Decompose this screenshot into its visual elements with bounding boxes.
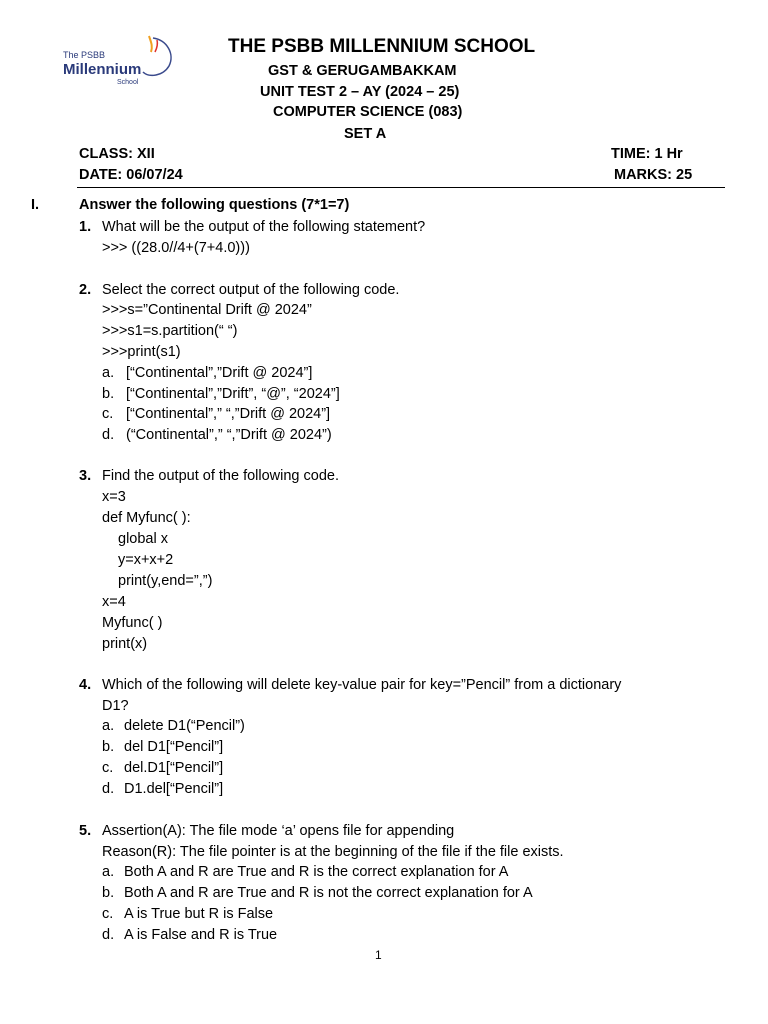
option-text: delete D1(“Pencil”) xyxy=(124,718,245,734)
option-text: [“Continental”,”Drift @ 2024”] xyxy=(126,365,313,381)
code-line: global x xyxy=(118,531,168,547)
option-letter: d. xyxy=(102,781,115,797)
logo-text-2: Millennium xyxy=(63,61,142,78)
question-text-cont: D1? xyxy=(102,698,129,714)
set-label: SET A xyxy=(344,126,387,142)
code-line: >>>s=”Continental Drift @ 2024” xyxy=(102,302,312,318)
date-label: DATE: 06/07/24 xyxy=(79,167,183,183)
question-text: Which of the following will delete key-value pair for key=”Pencil” from a dictionary xyxy=(102,677,622,693)
question-number: 5. xyxy=(79,823,92,839)
option-text: [“Continental”,” “,”Drift @ 2024”] xyxy=(126,406,331,422)
option-letter: c. xyxy=(102,760,114,776)
option-a xyxy=(102,716,245,737)
option-text: A is False and R is True xyxy=(124,927,278,943)
code-line: x=4 xyxy=(102,594,126,610)
option-c xyxy=(102,904,273,925)
code-line: >>>print(s1) xyxy=(102,344,181,360)
code-line: print(x) xyxy=(102,636,148,652)
option-text: (“Continental”,” “,”Drift @ 2024”) xyxy=(126,427,332,443)
code-line: x=3 xyxy=(102,489,126,505)
school-logo xyxy=(57,32,179,90)
option-letter: b. xyxy=(102,739,115,755)
option-d xyxy=(102,779,223,800)
option-c xyxy=(102,758,223,779)
option-letter: d. xyxy=(102,427,115,443)
option-letter: c. xyxy=(102,906,114,922)
question-text: What will be the output of the following statement? xyxy=(102,219,426,235)
option-letter: a. xyxy=(102,365,115,381)
option-c xyxy=(102,404,330,425)
option-letter: c. xyxy=(102,406,114,422)
option-text: [“Continental”,”Drift”, “@”, “2024”] xyxy=(126,386,340,402)
code-line: def Myfunc( ): xyxy=(102,510,191,526)
question-text: Find the output of the following code. xyxy=(102,468,339,484)
school-name: THE PSBB MILLENNIUM SCHOOL xyxy=(228,36,536,57)
logo-text-1: The PSBB xyxy=(63,50,106,60)
option-letter: b. xyxy=(102,885,115,901)
option-text: Both A and R are True and R is not the correct explanation for A xyxy=(124,885,533,901)
logo-emblem-icon xyxy=(57,32,179,90)
option-b xyxy=(102,883,533,904)
option-text: D1.del[“Pencil”] xyxy=(124,781,224,797)
header-divider xyxy=(77,187,725,188)
question-number: 2. xyxy=(79,282,92,298)
option-text: Both A and R are True and R is the correct explanation for A xyxy=(124,864,509,880)
option-d xyxy=(102,925,277,946)
option-letter: a. xyxy=(102,864,115,880)
option-a xyxy=(102,862,508,883)
page-number: 1 xyxy=(375,948,382,962)
campus: GST & GERUGAMBAKKAM xyxy=(268,63,457,79)
logo-text-3: School xyxy=(117,79,139,86)
option-letter: b. xyxy=(102,386,115,402)
option-b xyxy=(102,737,223,758)
option-text: del D1[“Pencil”] xyxy=(124,739,224,755)
question-text: Assertion(A): The file mode ‘a’ opens file for appending xyxy=(102,823,455,839)
section-instruction: Answer the following questions (7*1=7) xyxy=(79,197,350,213)
code-line: >>>s1=s.partition(“ “) xyxy=(102,323,238,339)
code-line: y=x+x+2 xyxy=(118,552,174,568)
question-number: 1. xyxy=(79,219,92,235)
question-text: Select the correct output of the following code. xyxy=(102,282,400,298)
question-number: 4. xyxy=(79,677,92,693)
time-label: TIME: 1 Hr xyxy=(611,146,683,162)
option-letter: a. xyxy=(102,718,115,734)
subject: COMPUTER SCIENCE (083) xyxy=(273,104,463,120)
question-number: 3. xyxy=(79,468,92,484)
option-letter: d. xyxy=(102,927,115,943)
marks-label: MARKS: 25 xyxy=(614,167,693,183)
question-text-cont: Reason(R): The file pointer is at the beginning of the file if the file exists. xyxy=(102,844,564,860)
code-line: print(y,end=”,”) xyxy=(118,573,213,589)
test-name: UNIT TEST 2 – AY (2024 – 25) xyxy=(260,84,460,100)
option-text: del.D1[“Pencil”] xyxy=(124,760,224,776)
option-b xyxy=(102,384,340,405)
section-roman: I. xyxy=(31,197,40,213)
code-line: Myfunc( ) xyxy=(102,615,163,631)
class-label: CLASS: XII xyxy=(79,146,155,162)
option-a xyxy=(102,363,312,384)
option-text: A is True but R is False xyxy=(124,906,274,922)
code-line: >>> ((28.0//4+(7+4.0))) xyxy=(102,240,250,256)
option-d xyxy=(102,425,332,446)
